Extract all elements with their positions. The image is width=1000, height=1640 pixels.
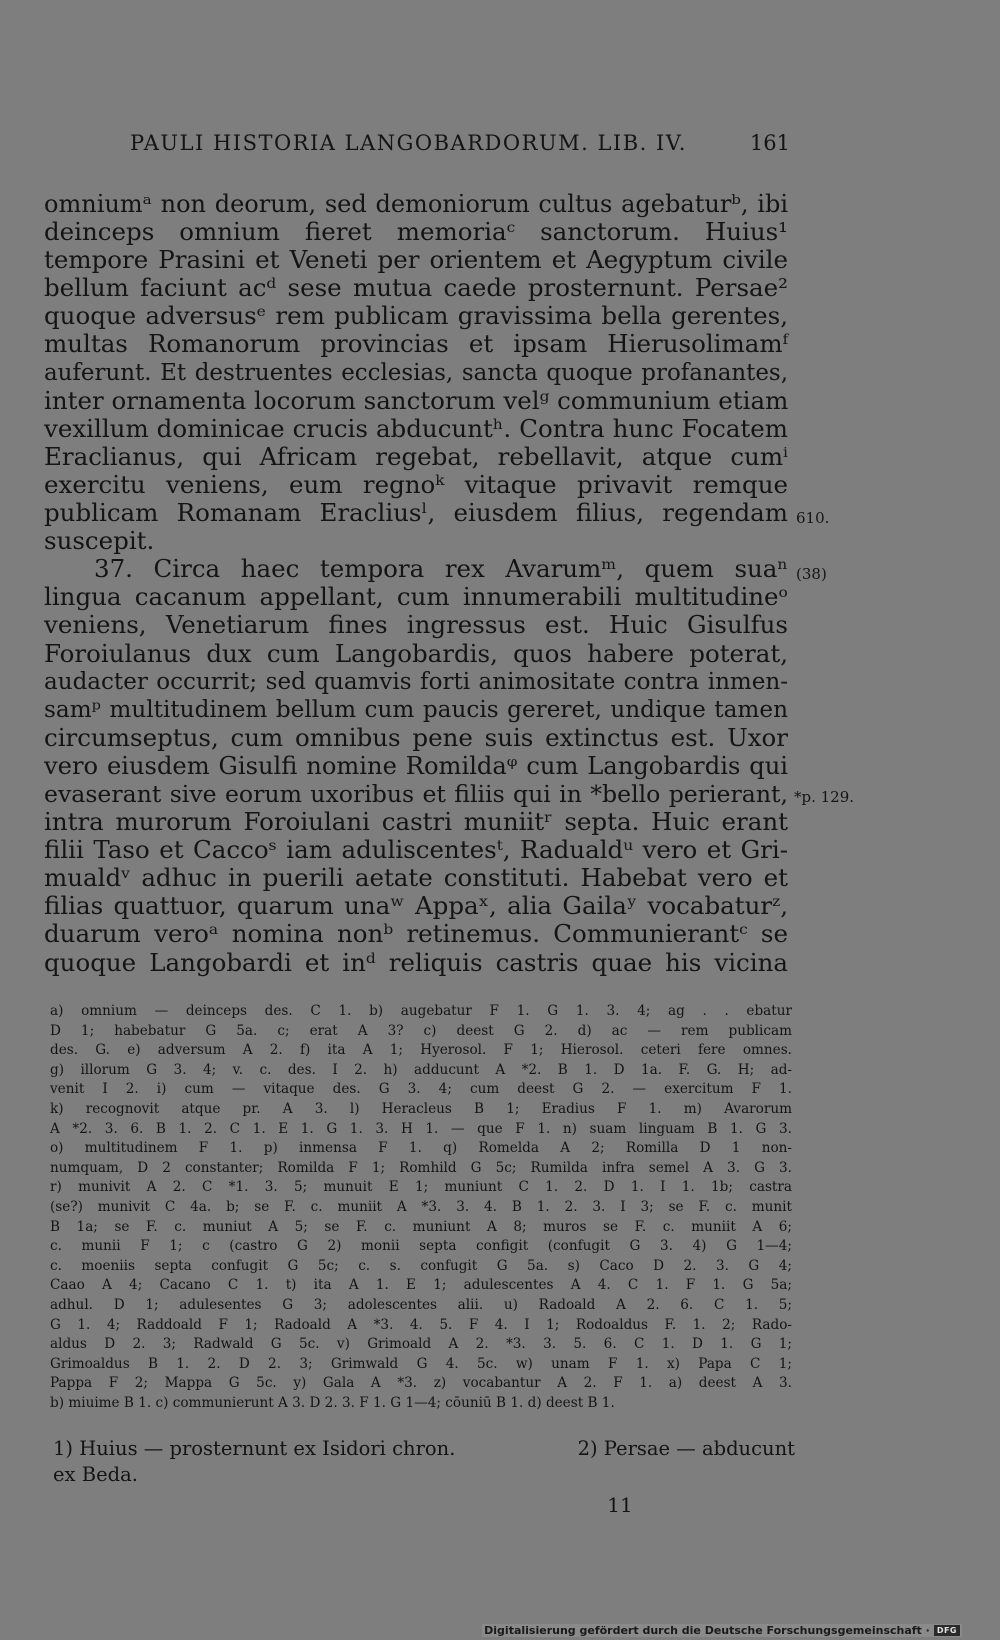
margin-chapter-number: (38) (796, 565, 827, 583)
running-title: PAULI HISTORIA LANGOBARDORUM. LIB. IV. (130, 131, 687, 155)
text-line: Eraclianus, qui Africam regebat, rebellavit, atque cumⁱ (44, 441, 788, 471)
source-notes (53, 1436, 795, 1488)
apparatus-line: a) omnium — deinceps des. C 1. b) augebatur F 1. G 1. 3. 4; ag . . ebatur (50, 1003, 792, 1019)
text-line: Foroiulanus dux cum Langobardis, quos habere poterat, (44, 638, 788, 668)
digitization-credit (482, 1624, 962, 1637)
margin-year: 610. (796, 509, 830, 527)
apparatus-line: Grimoaldus B 1. 2. D 2. 3; Grimwald G 4. 5c. w) unam F 1. x) Papa C 1; (50, 1355, 792, 1372)
apparatus-line: c. munii F 1; c (castro G 2) monii septa configit (confugit G 3. 4) G 1—4; (50, 1238, 792, 1255)
apparatus-line: b) miuime B 1. c) communierunt A 3. D 2. 3. F 1. G 1—4; cōuniū B 1. d) deest B 1. (50, 1394, 615, 1411)
apparatus-line: Pappa F 2; Mappa G 5c. y) Gala A *3. z) vocabantur A 2. F 1. a) deest A 3. (50, 1375, 792, 1392)
source-note-1: 1) Huius — prosternunt ex Isidori chron. (53, 1437, 456, 1460)
apparatus-line: adhul. D 1; adulesentes G 3; adolescentes alii. u) Radoald A 2. 6. C 1. 5; (50, 1296, 792, 1313)
text-line: suscepit. (44, 526, 155, 556)
apparatus-line: G 1. 4; Raddoald F 1; Radoald A *3. 4. 5. F 4. I 1; Rodoaldus F. 1. 2; Rado- (50, 1316, 792, 1333)
apparatus-line: A *2. 3. 6. B 1. 2. C 1. E 1. G 1. 3. H 1. — que F 1. n) suam linguam B 1. G 3. (50, 1120, 792, 1137)
text-line: duarum veroᵃ nomina nonᵇ retinemus. Communierantᶜ se (44, 919, 788, 949)
page-number: 161 (749, 131, 790, 155)
text-line: intra murorum Foroiulani castri muniitʳ septa. Huic erant (44, 807, 788, 837)
text-line: inter ornamenta locorum sanctorum velᵍ communium etiam (44, 385, 789, 415)
apparatus-line: k) recognovit atque pr. A 3. l) Heracleus B 1; Eradius F 1. m) Avarorum (50, 1100, 792, 1117)
text-line: veniens, Venetiarum fines ingressus est. Huic Gisulfus (44, 610, 788, 640)
text-line: deinceps omnium fieret memoriaᶜ sanctorum. Huius¹ (44, 217, 788, 247)
text-line: mualdᵛ adhuc in puerili aetate constituti. Habebat vero et (44, 863, 788, 893)
text-line: audacter occurrit; sed quamvis forti animositate contra inmen- (44, 668, 788, 695)
text-line: exercitu veniens, eum regnoᵏ vitaque privavit remque (44, 469, 788, 499)
margin-page-reference: *p. 129. (794, 788, 855, 806)
apparatus-line: r) munivit A 2. C *1. 3. 5; munuit E 1; muniunt C 1. 2. D 1. I 1. 1b; castra (50, 1179, 792, 1196)
apparatus-line: D 1; habebatur G 5a. c; erat A 3? c) deest G 2. d) ac — rem publicam (50, 1022, 792, 1039)
apparatus-line: des. G. e) adversum A 2. f) ita A 1; Hyerosol. F 1; Hierosol. ceteri fere omnes. (50, 1042, 792, 1059)
text-line: vero eiusdem Gisulfi nomine Romildaᵠ cum Langobardis qui (44, 751, 788, 780)
text-line: filii Taso et Caccoˢ iam aduliscentesᵗ, Radualdᵘ vero et Gri- (44, 835, 788, 865)
text-line: samᵖ multitudinem bellum cum paucis gereret, undique tamen (44, 696, 788, 723)
apparatus-line: Caao A 4; Cacano C 1. t) ita A 1. E 1; adulescentes A 4. C 1. F 1. G 5a; (50, 1277, 792, 1294)
running-head (130, 131, 790, 165)
apparatus-line: o) multitudinem F 1. p) inmensa F 1. q) Romelda A 2; Romilla D 1 non- (50, 1140, 792, 1157)
text-line: evaserant sive eorum uxoribus et filiis qui in *bello perierant, (44, 779, 788, 808)
apparatus-line: (se?) munivit C 4a. b; se F. c. muniit A *3. 3. 4. B 1. 2. 3. I 3; se F. c. munit (50, 1198, 792, 1215)
text-line: publicam Romanam Eracliusˡ, eiusdem filius, regendam (44, 498, 788, 528)
chapter-start-line: 37. Circa haec tempora rex Avarumᵐ, quem suaⁿ (94, 554, 788, 584)
text-line: bellum faciunt acᵈ sese mutua caede prosternunt. Persae² (44, 273, 788, 303)
text-line: quoque adversusᵉ rem publicam gravissima bella gerentes, (44, 301, 788, 331)
source-note-2: 2) Persae — abducunt (577, 1437, 795, 1460)
apparatus-line: numquam, D 2 constanter; Romilda F 1; Romhild G 5c; Rumilda infra semel A 3. G 3. (50, 1159, 792, 1176)
source-note-2-continuation: ex Beda. (53, 1463, 138, 1486)
text-line: omniumᵃ non deorum, sed demoniorum cultus agebaturᵇ, ibi (44, 190, 788, 218)
text-line: vexillum dominicae crucis abducuntʰ. Contra hunc Focatem (44, 413, 788, 443)
dfg-logo-icon: DFG (934, 1625, 960, 1636)
text-line: filias quattuor, quarum unaʷ Appaˣ, alia Gailaʸ vocabaturᶻ, (44, 891, 788, 921)
apparatus-line: B 1a; se F. c. muniut A 5; se F. c. muniunt A 8; muros se F. c. muniit A 6; (50, 1218, 792, 1235)
text-line: quoque Langobardi et inᵈ reliquis castris quae his vicina (44, 947, 788, 977)
text-line: tempore Prasini et Veneti per orientem et Aegyptum civile (44, 245, 788, 275)
apparatus-line: c. moeniis septa confugit G 5c; c. s. confugit G 5a. s) Caco D 2. 3. G 4; (50, 1257, 792, 1274)
apparatus-line: aldus D 2. 3; Radwald G 5c. v) Grimoald A 2. *3. 3. 5. 6. C 1. D 1. G 1; (50, 1336, 792, 1353)
text-line: multas Romanorum provincias et ipsam Hierusolimamᶠ (44, 329, 788, 359)
apparatus-line: venit I 2. i) cum — vitaque des. G 3. 4; cum deest G 2. — exercitum F 1. (50, 1081, 792, 1098)
text-line: auferunt. Et destruentes ecclesias, sancta quoque profanantes, (44, 359, 788, 386)
credit-text: Digitalisierung gefördert durch die Deutsche Forschungsgemeinschaft · (484, 1624, 930, 1637)
sheet-signature: 11 (607, 1493, 633, 1517)
text-line: lingua cacanum appellant, cum innumerabili multitudineᵒ (44, 582, 788, 612)
critical-apparatus (50, 1002, 792, 1413)
text-line: circumseptus, cum omnibus pene suis extinctus est. Uxor (44, 722, 788, 752)
apparatus-line: g) illorum G 3. 4; v. c. des. I 2. h) adducunt A *2. B 1. D 1a. F. G. H; ad- (50, 1061, 792, 1078)
source-line (53, 1436, 795, 1462)
main-text (44, 190, 788, 977)
